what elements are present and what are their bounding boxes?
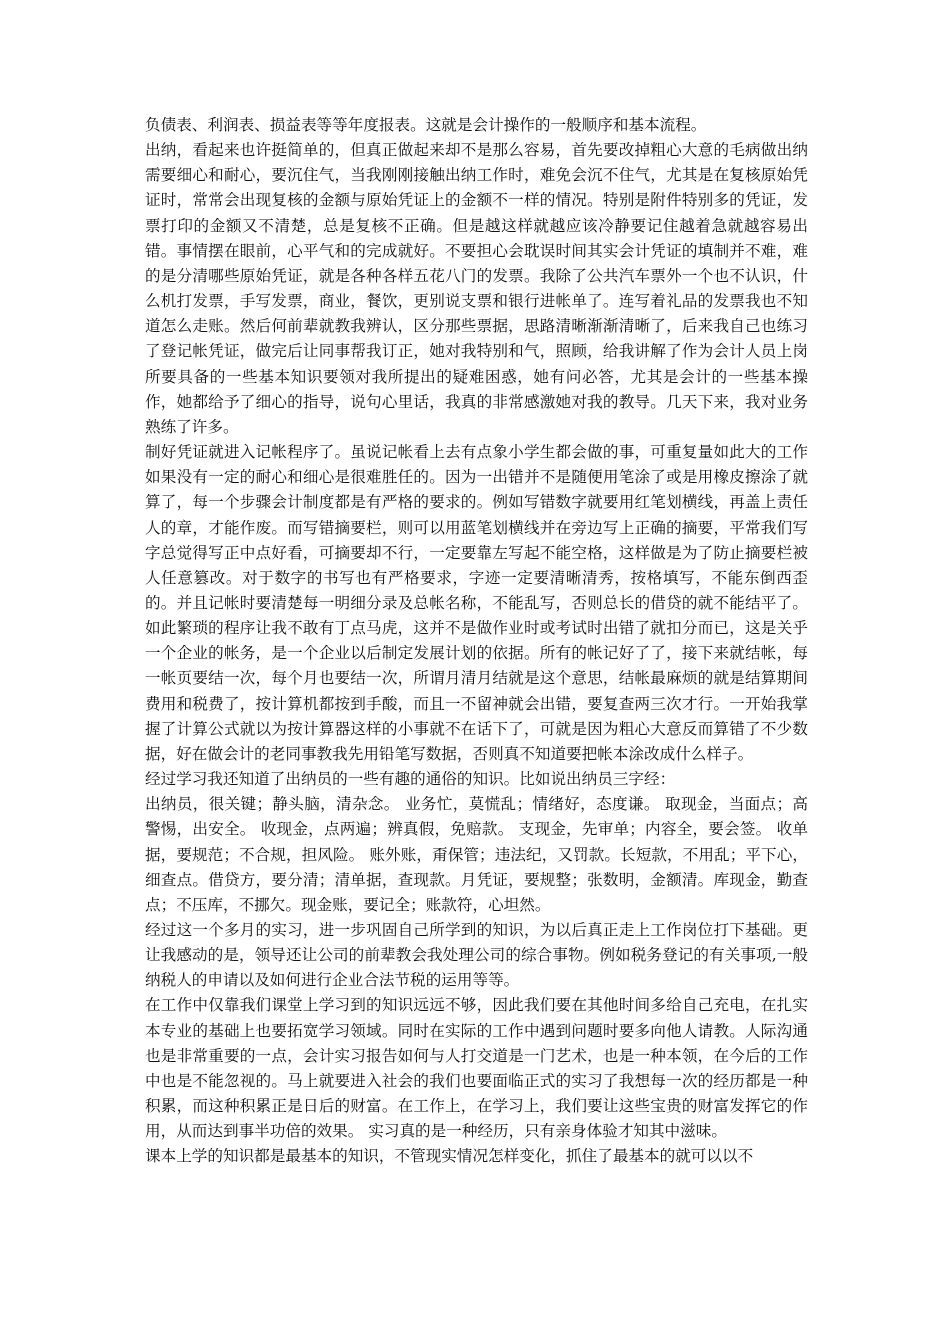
paragraph: 出纳，看起来也许挺简单的，但真正做起来却不是那么容易，首先要改掉粗心大意的毛病做出纳需要细心和耐心，要沉住气，当我刚刚接触出纳工作时，难免会沉不住气，尤其是在复核原始凭证时，常常会出现复核的金额与原始凭证上的金额不一样的情况。特别是附件特别多的凭证，发票打印的金额又不清楚，总是复核不正确。但是越这样就越应该冷静要记住越着急就越容易出错。事情摆在眼前，心平气和的完成就好。不要担心会耽误时间其实会计凭证的填制并不难，难的是分清哪些原始凭证，就是各种各样五花八门的发票。我除了公共汽车票外一个也不认识，什么机打发票，手写发票，商业，餐饮，更别说支票和银行进帐单了。连写着礼品的发票我也不知道怎么走账。然后何前辈就教我辨认，区分那些票据，思路清晰渐渐清晰了，后来我自己也练习了登记帐凭证，做完后让同事帮我订正，她对我特别和气，照顾，给我讲解了作为会计人员上岗所要具备的一些基本知识要领对我所提出的疑难困惑，她有问必答，尤其是会计的一些基本操作，她都给予了细心的指导，说句心里话，我真的非常感激她对我的教导。几天下来，我对业务熟练了许多。: [145, 141, 808, 436]
paragraph: 课本上学的知识都是最基本的知识，不管现实情况怎样变化，抓住了最基本的就可以以不: [145, 1147, 754, 1166]
paragraph: 制好凭证就进入记帐程序了。虽说记帐看上去有点象小学生都会做的事，可重复量如此大的工作如果没有一定的耐心和细心是很难胜任的。因为一出错并不是随便用笔涂了或是用橡皮擦涂了就算了，每一个步骤会计制度都是有严格的要求的。例如写错数字就要用红笔划横线，再盖上责任人的章，才能作废。而写错摘要栏，则可以用蓝笔划横线并在旁边写上正确的摘要，平常我们写字总觉得写正中点好看，可摘要却不行，一定要靠左写起不能空格，这样做是为了防止摘要栏被人任意篡改。对于数字的书写也有严格要求，字迹一定要清晰清秀，按格填写，不能东倒西歪的。并且记帐时要清楚每一明细分录及总帐名称，不能乱写，否则总长的借贷的就不能结平了。如此繁琐的程序让我不敢有丁点马虎，这并不是做作业时或考试时出错了就扣分而已，这是关乎一个企业的帐务，是一个企业以后制定发展计划的依据。所有的帐记好了了，接下来就结帐，每一帐页要结一次，每个月也要结一次，所谓月清月结就是这个意思，结帐最麻烦的就是结算期间费用和税费了，按计算机都按到手酸，而且一不留神就会出错，要复查两三次才行。一开始我掌握了计算公式就以为按计算器这样的小事就不在话下了，可就是因为粗心大意反而算错了不少数据，好在做会计的老同事教我先用铅笔写数据，否则真不知道要把帐本涂改成什么样子。: [145, 443, 808, 763]
paragraph: 负债表、利润表、损益表等等年度报表。这就是会计操作的一般顺序和基本流程。: [145, 116, 707, 134]
paragraph: 经过这一个多月的实习，进一步巩固自己所学到的知识，为以后真正走上工作岗位打下基础。更让我感动的是，领导还让公司的前辈教会我处理公司的综合事物。例如税务登记的有关事项,一般纳税人的申请以及如何进行企业合法节税的运用等等。: [145, 921, 808, 990]
paragraph: 在工作中仅靠我们课堂上学习到的知识远远不够，因此我们要在其他时间多给自己充电，在扎实本专业的基础上也要拓宽学习领域。同时在实际的工作中遇到问题时要多向他人请教。人际沟通也是非常重要的一点，会计实习报告如何与人打交道是一门艺术，也是一种本领，在今后的工作中也是不能忽视的。马上就要进入社会的我们也要面临正式的实习了我想每一次的经历都是一种积累，而这种积累正是日后的财富。在工作上，在学习上，我们要让这些宝贵的财富发挥它的作用，从而达到事半功倍的效果。 实习真的是一种经历，只有亲身体验才知其中滋味。: [145, 996, 808, 1141]
paragraph: 经过学习我还知道了出纳员的一些有趣的通俗的知识。比如说出纳员三字经：: [145, 770, 676, 789]
paragraph: 出纳员，很关键；静头脑，清杂念。 业务忙，莫慌乱；情绪好，态度谦。 取现金，当面点；高警惕，出安全。 收现金，点两遍；辨真假，免赔款。 支现金，先审单；内容全，要会签。 收单据，要规范；不合规，担风险。 账外账，甭保管；违法纪，又罚款。长短款，不用乱；平下心，细查点。借贷方，要分清；清单据，查现款。月凭证，要规整；张数明，金额清。库现金，勤查点；不压库，不挪欠。现金账，要记全；账款符，心坦然。: [145, 795, 808, 914]
document-body: [145, 113, 808, 1170]
